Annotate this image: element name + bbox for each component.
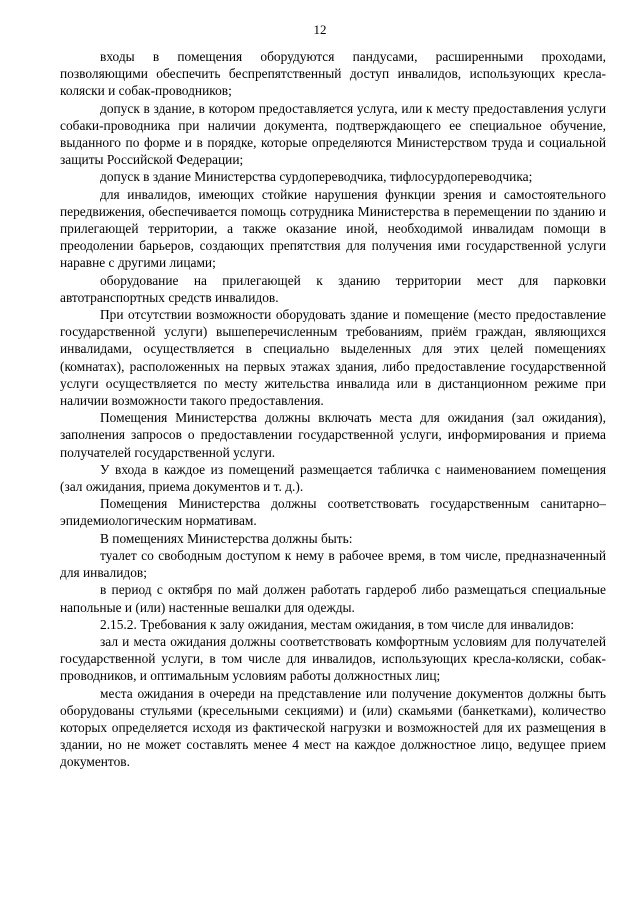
- paragraph-4: для инвалидов, имеющих стойкие нарушения функции зрения и самостоятельного передвижения, обеспечивается помощь сотрудника Министерства в перемещении по зданию и прилегающей территории, а также оказание иной, необходимой инвалидам помощи в преодолении барьеров, создающих препятствия для получения ими государственной услуги наравне с другими лицами;: [60, 186, 606, 271]
- paragraph-14: зал и места ожидания должны соответствовать комфортным условиям для получателей государственной услуги, в том числе для инвалидов, использующих кресла-коляски, собак-проводников, и оптимальным условиям работы должностных лиц;: [60, 633, 606, 684]
- paragraph-15: места ожидания в очереди на представление или получение документов должны быть оборудованы стульями (кресельными секциями) и (или) скамьями (банкетками), количество которых определяется исходя из фактической нагрузки и возможностей для их размещения в здании, но не может составлять менее 4 мест на каждое должностное лицо, ведущее прием документов.: [60, 685, 606, 770]
- paragraph-5: оборудование на прилегающей к зданию территории мест для парковки автотранспортных средств инвалидов.: [60, 272, 606, 305]
- paragraph-12: в период с октября по май должен работать гардероб либо размещаться специальные напольные и (или) настенные вешалки для одежды.: [60, 582, 606, 615]
- paragraph-10: В помещениях Министерства должны быть:: [100, 530, 353, 546]
- paragraph-8: У входа в каждое из помещений размещается табличка с наименованием помещения (зал ожидания, приема документов и т. д.).: [60, 461, 606, 495]
- paragraph-7: Помещения Министерства должны включать места для ожидания (зал ожидания), заполнения запросов о предоставлении государственной услуги, информирования и приема получателей государственной услуги.: [60, 410, 606, 460]
- paragraph-13: 2.15.2. Требования к залу ожидания, местам ожидания, в том числе для инвалидов:: [100, 616, 575, 632]
- paragraph-3: допуск в здание Министерства сурдопереводчика, тифлосурдопереводчика;: [100, 169, 533, 185]
- paragraph-6: При отсутствии возможности оборудовать здание и помещение (место предоставление государственной услуги) вышеперечисленным требованиям, приём граждан, являющихся инвалидами, осуществляется в специально выделенных для этих целей помещениях (комнатах), расположенных на первых этажах здания, либо предоставление государственной услуги осуществляется по месту жительства инвалида или в дистанционном режиме при наличии возможности такого предоставления.: [60, 307, 606, 409]
- paragraph-11: туалет со свободным доступом к нему в рабочее время, в том числе, предназначенный для инвалидов;: [60, 547, 606, 581]
- document-body: [60, 48, 606, 771]
- paragraph-2: допуск в здание, в котором предоставляется услуга, или к месту предоставления услуги собаки-проводника при наличии документа, подтверждающего ее специальное обучение, выданного по форме и в порядке, которые определяются Министерством труда и социальной защиты Российской Федерации;: [60, 100, 606, 168]
- paragraph-9: Помещения Министерства должны соответствовать государственным санитарно–эпидемиологическим нормативам.: [60, 496, 606, 529]
- page-number: 12: [313, 22, 327, 37]
- paragraph-1: входы в помещения оборудуются пандусами, расширенными проходами, позволяющими обеспечить беспрепятственный доступ инвалидов, использующих кресла-коляски и собак-проводников;: [60, 49, 606, 99]
